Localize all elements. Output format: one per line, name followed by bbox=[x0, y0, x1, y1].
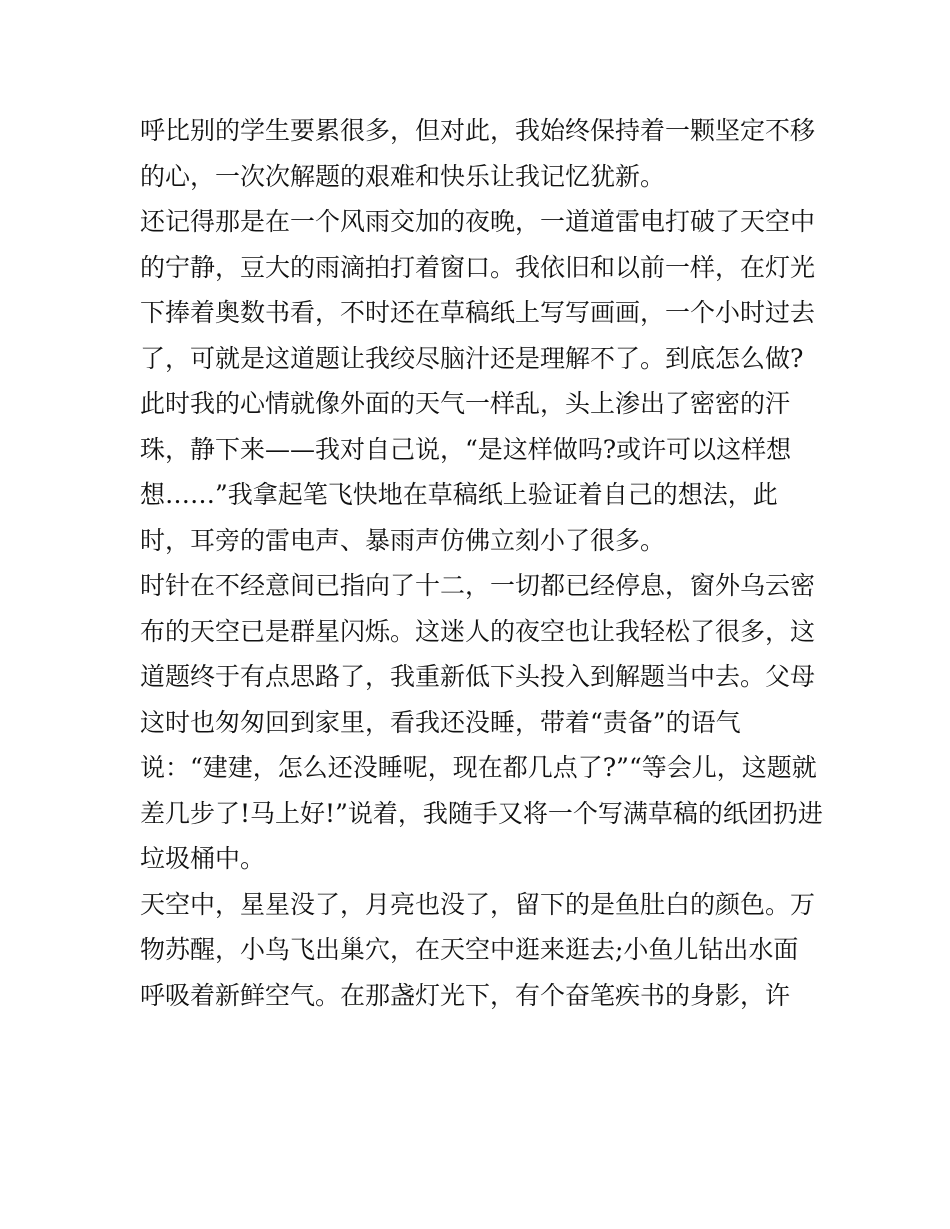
text-line: 天空中，星星没了，月亮也没了，留下的是鱼肚白的颜色。万 bbox=[140, 889, 816, 919]
text-line: 呼比别的学生要累很多，但对此，我始终保持着一颗坚定不移 bbox=[140, 116, 816, 145]
text-line: 呼吸着新鲜空气。在那盏灯光下，有个奋笔疾书的身影，许 bbox=[140, 980, 791, 1010]
text-line: 这时也匆匆回到家里，看我还没睡，带着“责备”的语气 bbox=[140, 707, 741, 737]
text-line: 垃圾桶中。 bbox=[140, 844, 266, 873]
text-line: 的心，一次次解题的艰难和快乐让我记忆犹新。 bbox=[140, 161, 666, 191]
text-line: 时，耳旁的雷电声、暴雨声仿佛立刻小了很多。 bbox=[140, 525, 666, 555]
text-line: 此时我的心情就像外面的天气一样乱，头上渗出了密密的汗 bbox=[140, 389, 791, 418]
text-line: 想……”我拿起笔飞快地在草稿纸上验证着自己的想法，此 bbox=[140, 480, 778, 509]
text-line: 还记得那是在一个风雨交加的夜晚，一道道雷电打破了天空中 bbox=[140, 207, 816, 236]
text-line: 布的天空已是群星闪烁。这迷人的夜空也让我轻松了很多，这 bbox=[140, 616, 816, 646]
text-line: 珠，静下来——我对自己说，“是这样做吗?或许可以这样想 bbox=[140, 434, 792, 464]
text-line: 下捧着奥数书看，不时还在草稿纸上写写画画，一个小时过去 bbox=[140, 298, 816, 327]
text-line: 道题终于有点思路了，我重新低下头投入到解题当中去。父母 bbox=[140, 662, 816, 691]
text-line: 的宁静，豆大的雨滴拍打着窗口。我依旧和以前一样，在灯光 bbox=[140, 252, 816, 282]
body-text bbox=[140, 108, 830, 1018]
text-line: 说：“建建，怎么还没睡呢，现在都几点了?”“等会儿，这题就 bbox=[140, 753, 817, 782]
text-line: 了，可就是这道题让我绞尽脑汁还是理解不了。到底怎么做? bbox=[140, 343, 804, 373]
text-line: 差几步了!马上好!”说着，我随手又将一个写满草稿的纸团扔进 bbox=[140, 798, 823, 828]
text-line: 时针在不经意间已指向了十二，一切都已经停息，窗外乌云密 bbox=[140, 571, 816, 600]
text-line: 物苏醒，小鸟飞出巢穴，在天空中逛来逛去;小鱼儿钻出水面 bbox=[140, 935, 799, 964]
